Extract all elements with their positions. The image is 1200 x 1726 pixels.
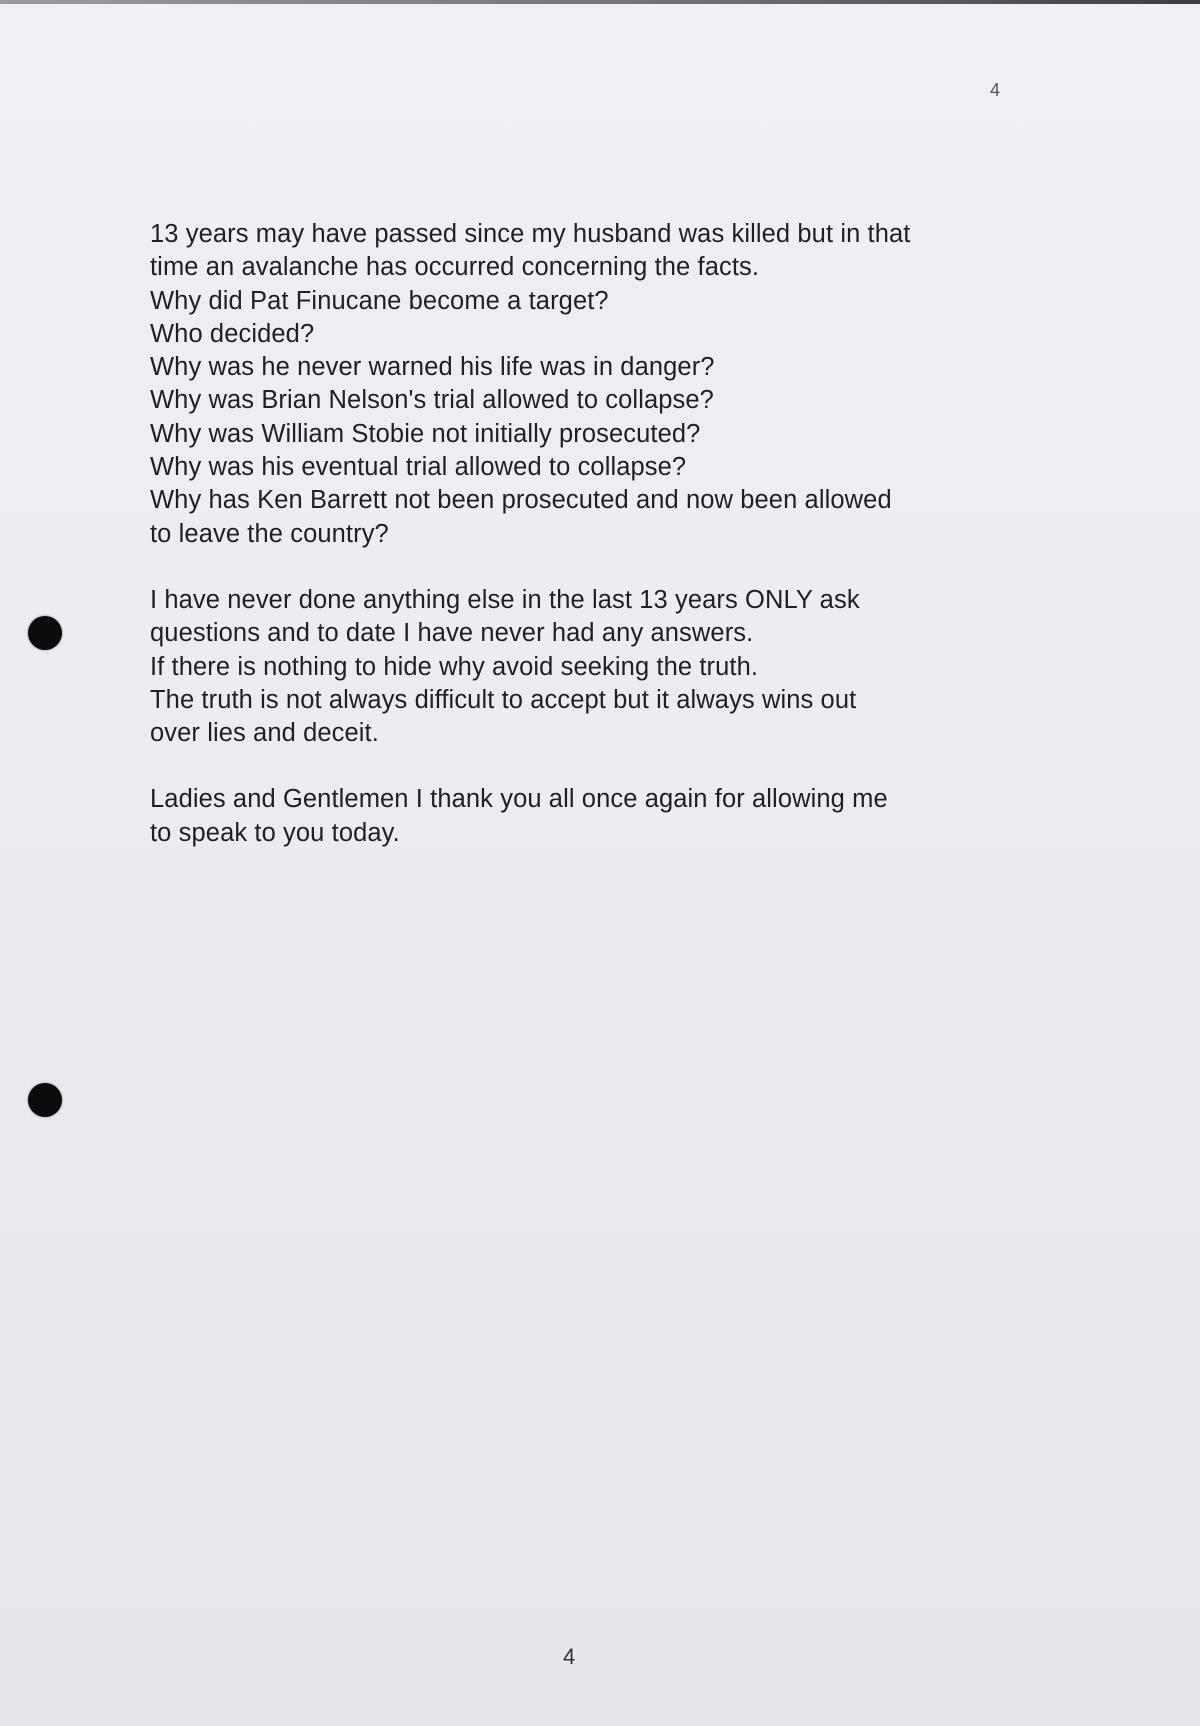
- text-line: questions and to date I have never had any answers.: [150, 619, 754, 648]
- text-line: time an avalanche has occurred concerning the facts.: [150, 253, 760, 282]
- text-line: Who decided?: [150, 319, 315, 348]
- text-line: Why was he never warned his life was in danger?: [150, 353, 715, 382]
- paragraph-3: [150, 783, 1030, 850]
- punch-hole-top: [28, 616, 62, 650]
- text-line: Why did Pat Finucane become a target?: [150, 286, 609, 315]
- document-body: [150, 218, 1030, 850]
- text-line: to leave the country?: [150, 519, 389, 548]
- text-line: The truth is not always difficult to accept but it always wins out: [150, 685, 857, 714]
- text-line: If there is nothing to hide why avoid seeking the truth.: [150, 652, 759, 681]
- paragraph-spacer: [150, 551, 1030, 584]
- text-line: Ladies and Gentlemen I thank you all once again for allowing me: [150, 785, 888, 814]
- text-line: 13 years may have passed since my husband was killed but in that: [150, 220, 911, 248]
- paragraph-spacer: [150, 750, 1030, 783]
- text-line: Why was Brian Nelson's trial allowed to collapse?: [150, 386, 714, 415]
- page-number-top: 4: [990, 80, 1001, 100]
- text-line: Why has Ken Barrett not been prosecuted and now been allowed: [150, 486, 892, 515]
- text-line: Why was William Stobie not initially prosecuted?: [150, 419, 701, 448]
- page-number-bottom: 4: [563, 1644, 576, 1669]
- paragraph-2: [150, 584, 1030, 750]
- punch-hole-bottom: [28, 1083, 62, 1117]
- text-line: over lies and deceit.: [150, 719, 379, 748]
- page-top-edge: [0, 0, 1200, 4]
- text-line: I have never done anything else in the last 13 years ONLY ask: [150, 585, 860, 614]
- text-line: Why was his eventual trial allowed to collapse?: [150, 453, 687, 482]
- paragraph-1: [150, 218, 1030, 551]
- text-line: to speak to you today.: [150, 818, 400, 847]
